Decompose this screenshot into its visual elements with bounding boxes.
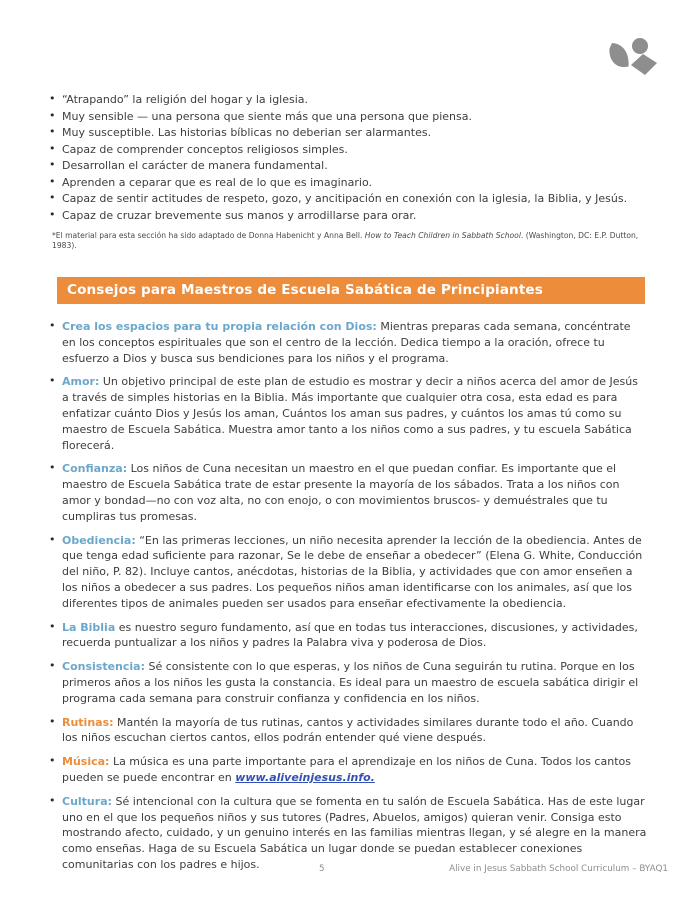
tip-item: [48, 620, 647, 652]
tip-text: La música es una parte importante para el aprendizaje en los niños de Cuna. Todos los cantos pueden se puede encontrar en: [62, 755, 631, 784]
tip-label: Cultura:: [62, 794, 113, 808]
tip-label: Crea los espacios para tu propia relación con Dios:: [62, 320, 377, 333]
logo-head-icon: [632, 38, 648, 54]
tip-text: Mientras preparas cada semana, concéntrate en los conceptos espirituales que son el centro de la lección. Dedica tiempo a la oración, ofrece tu esfuerzo a Dios y busca sus bendiciones para los niños y el programa.: [62, 320, 631, 365]
page-number: 5: [319, 864, 325, 874]
list-item: • Muy susceptible. Las historias bíblicas no deberian ser alarmantes.: [48, 125, 647, 142]
list-item: • Desarrollan el carácter de manera fundamental.: [48, 158, 647, 175]
music-website-link[interactable]: www.aliveinjesus.info.: [235, 770, 375, 784]
tip-item: [48, 659, 647, 706]
footnote-text: *El material para esta sección ha sido adaptado de Donna Habenicht y Anna Bell.: [52, 231, 365, 240]
logo-seed-icon: [631, 54, 657, 75]
logo-leaf-icon: [609, 43, 628, 67]
tip-text: es nuestro seguro fundamento, así que en todas tus interacciones, discusiones, y actividades, recuerda puntualizar a los niños y padres la Palabra viva y poderosa de Dios.: [62, 620, 638, 650]
tip-label: Rutinas:: [62, 715, 114, 729]
tip-label: Obediencia:: [62, 533, 136, 547]
tip-label: La Biblia: [62, 620, 116, 634]
tip-text: Sé intencional con la cultura que se fomenta en tu salón de Escuela Sabática. Has de este lugar uno en el que los pequeños niños y sus tutores (Padres, Abuelos, amigos) quieran venir. Consiga esto mostrando afecto, cuidado, y un genuino interés en las familias mientras llegan, y sé alegre en la manera como enseñas. Haga de su Escuela Sabática un lugar donde se puedan establecer conexiones comunitarias con los padres e hijos.: [62, 794, 647, 871]
footnote: [52, 231, 647, 251]
section-heading: Consejos para Maestros de Escuela Sabática de Principiantes: [57, 277, 645, 304]
page-content: [48, 92, 647, 881]
tip-text: Un objetivo principal de este plan de estudio es mostrar y decir a niños acerca del amor de Jesús a través de simples historias en la Biblia. Más importante que cualquier otra cosa, esta edad es para enfatizar cuánto Dios y Jesús los aman, Cuántos los aman sus padres, y cuántos los amas tú como su maestro de Escuela Sabática. Muestra amor tanto a los niños como a sus padres, y tu escuela Sabática florecerá.: [62, 375, 638, 452]
tip-item: [48, 461, 647, 524]
tip-item: [48, 794, 647, 873]
tip-text: Sé consistente con lo que esperas, y los niños de Cuna seguirán tu rutina. Porque en los primeros años a los niños les gusta la constancia. Es ideal para un maestro de escuela sabática dirigir el programa cada semana para construir confianza y confidencia en los niños.: [62, 660, 639, 705]
alive-in-jesus-logo-icon: [603, 36, 657, 84]
tip-label: Confianza:: [62, 462, 128, 476]
list-item: • Muy sensible — una persona que siente más que una persona que piensa.: [48, 109, 647, 126]
list-item: • “Atrapando” la religión del hogar y la iglesia.: [48, 92, 647, 109]
top-list: [48, 92, 647, 224]
tip-text: “En las primeras lecciones, un niño necesita aprender la lección de la obediencia. Antes de que tenga edad suficiente para razonar, Se le debe de enseñar a obedecer” (Elena G. White, Conducción del niño, P. 82). Incluye cantos, anécdotas, historias de la Biblia, y actividades que con amor enseñen a los niños a obedecer a sus padres. Los pequeños niños aman identificarse con los animales, así que los diferentes tipos de animales pueden ser usados para enseñar efectivamente la obediencia.: [62, 533, 643, 610]
tip-item: [48, 374, 647, 453]
footnote-citation: . (Washington, DC: E.P. Dutton, 1983).: [52, 231, 639, 250]
footer-text: Alive in Jesus Sabbath School Curriculum – BYAQ1: [449, 864, 668, 874]
tip-item: [48, 754, 647, 786]
list-item: • Capaz de cruzar brevemente sus manos y arrodillarse para orar.: [48, 208, 647, 225]
tips-list: [48, 319, 647, 873]
tip-item: [48, 319, 647, 366]
list-item: • Aprenden a ceparar que es real de lo que es imaginario.: [48, 175, 647, 192]
tip-text: Los niños de Cuna necesitan un maestro en el que puedan confiar. Es importante que el maestro de Escuela Sabática trate de estar presente la mayoría de los sábados. Trata a los niños con amor y bondad—no con voz alta, no con enojo, o con movimientos bruscos- y demuéstrales que tu cumpliras tus promesas.: [62, 462, 620, 523]
tip-item: [48, 533, 647, 612]
tip-text: Mantén la mayoría de tus rutinas, cantos y actividades similares durante todo el año. Cuando los niños escuchan ciertos cantos, ellos podrán entender qué viene después.: [62, 715, 634, 745]
tip-label: Amor:: [62, 375, 100, 389]
tip-item: [48, 715, 647, 747]
list-item: • Capaz de sentir actitudes de respeto, gozo, y ancitipación en conexión con la iglesia, la Biblia, y Jesús.: [48, 191, 647, 208]
tip-label: Consistencia:: [62, 660, 145, 674]
list-item: • Capaz de comprender conceptos religiosos simples.: [48, 142, 647, 159]
tip-label: Música:: [62, 755, 110, 769]
footnote-book-title: How to Teach Children in Sabbath School: [364, 231, 521, 240]
